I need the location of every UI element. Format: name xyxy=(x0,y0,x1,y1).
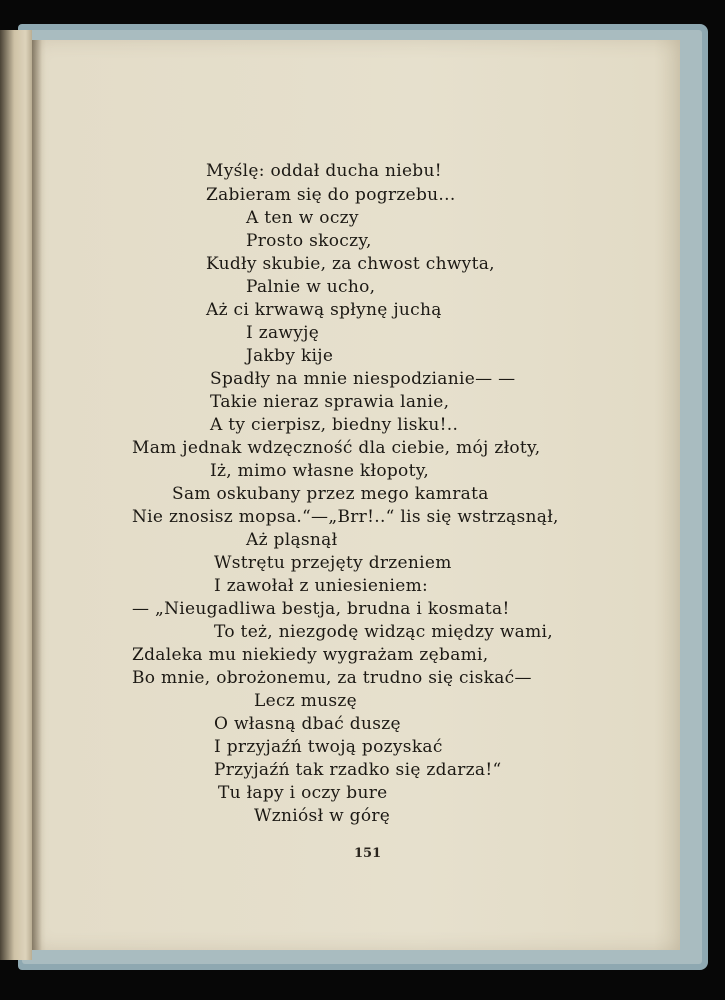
poem-line: Kudły skubie, za chwost chwyta, xyxy=(206,254,495,274)
poem-line: Tu łapy i oczy bure xyxy=(218,783,388,803)
poem-line: Przyjaźń tak rzadko się zdarza!“ xyxy=(214,760,502,780)
poem-line: I zawyję xyxy=(246,323,320,343)
poem-line: A ty cierpisz, biedny lisku!.. xyxy=(210,415,459,435)
poem-line: Jakby kije xyxy=(246,346,334,366)
poem-line: Mam jednak wdzęczność dla ciebie, mój złoty, xyxy=(132,438,541,458)
poem-line: Wzniósł w górę xyxy=(254,806,391,826)
poem-line: Zdaleka mu niekiedy wygrażam zębami, xyxy=(132,645,489,665)
poem-line: Bo mnie, obrożonemu, za trudno się ciskać— xyxy=(132,668,532,688)
left-page-edge xyxy=(0,30,32,960)
poem-line: Spadły na mnie niespodzianie— — xyxy=(210,369,516,389)
poem-line: Iż, mimo własne kłopoty, xyxy=(210,461,430,481)
poem-line: — „Nieugadliwa bestja, brudna i kosmata! xyxy=(132,599,510,619)
poem-line: Aż pląsnął xyxy=(246,530,338,550)
poem-line: I zawołał z uniesieniem: xyxy=(214,576,429,596)
poem-line: Nie znosisz mopsa.“—„Brr!..“ lis się wstrząsnął, xyxy=(132,507,559,527)
poem-line: Lecz muszę xyxy=(254,691,358,711)
poem-line: Zabieram się do pogrzebu... xyxy=(206,185,456,205)
page-number: 151 xyxy=(354,846,382,861)
poem-line: Wstrętu przejęty drzeniem xyxy=(214,553,452,573)
poem-line: To też, niezgodę widząc między wami, xyxy=(214,622,553,642)
poem-line: Palnie w ucho, xyxy=(246,277,376,297)
poem-line: Prosto skoczy, xyxy=(246,231,372,251)
poem-line: Sam oskubany przez mego kamrata xyxy=(172,484,489,504)
poem-line: Aż ci krwawą spłynę juchą xyxy=(206,300,442,320)
poem-line: Takie nieraz sprawia lanie, xyxy=(210,392,450,412)
spine-shadow xyxy=(32,40,42,950)
poem-line: I przyjaźń twoją pozyskać xyxy=(214,737,443,757)
poem-line: A ten w oczy xyxy=(246,208,359,228)
poem-line: Myślę: oddał ducha niebu! xyxy=(206,161,442,181)
poem-line: O własną dbać duszę xyxy=(214,714,401,734)
